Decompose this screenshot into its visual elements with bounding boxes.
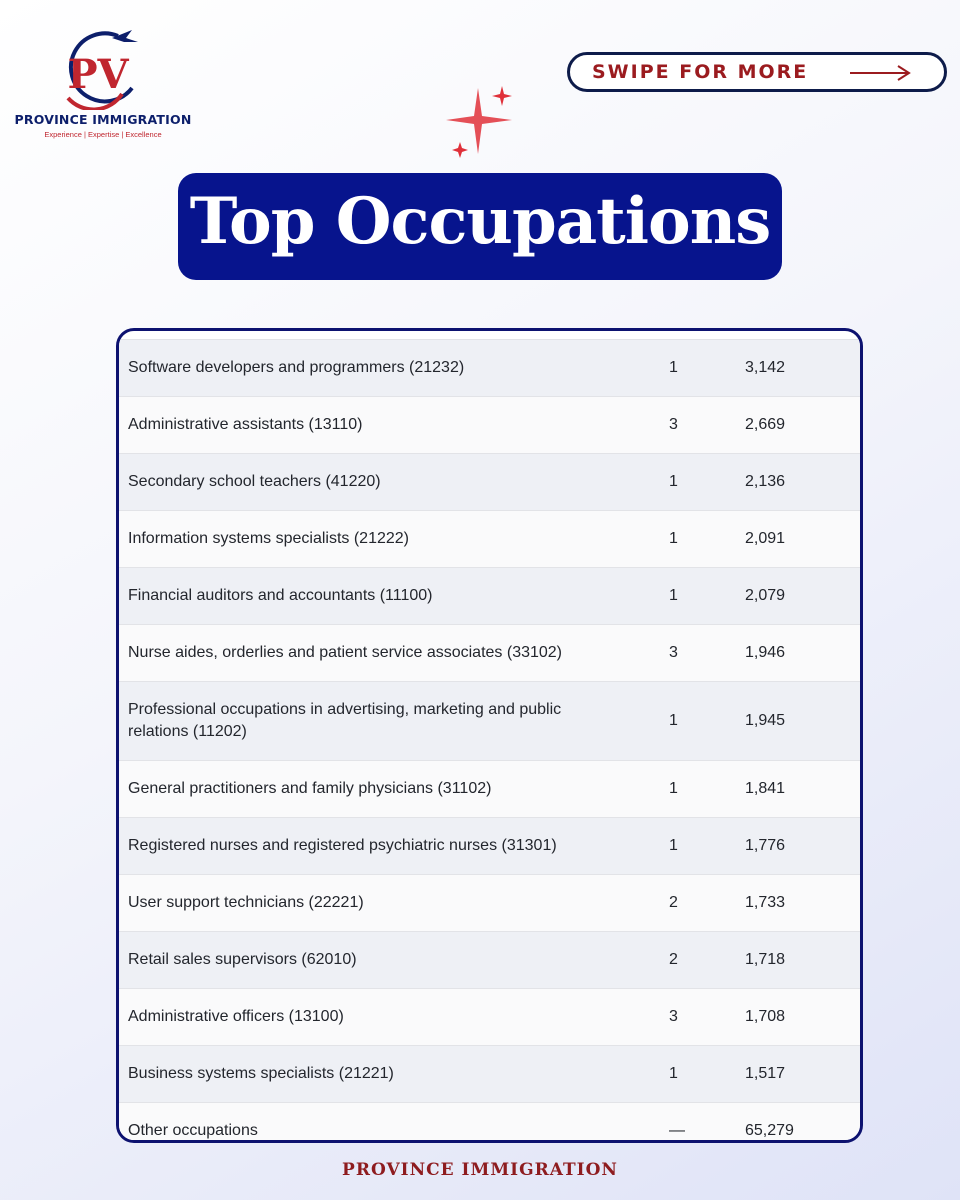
- table-row: [119, 931, 860, 988]
- occupation-cell: User support technicians (22221): [128, 894, 364, 911]
- rank-cell: 3: [669, 644, 678, 661]
- table-row: [119, 396, 860, 453]
- rank-cell: 1: [669, 837, 678, 854]
- brand-tagline: Experience | Expertise | Excellence: [44, 130, 162, 139]
- table-row: [119, 874, 860, 931]
- table-row: [119, 567, 860, 624]
- count-cell: 65,279: [745, 1122, 794, 1139]
- occupations-table: [116, 328, 863, 1143]
- occupation-cell: Information systems specialists (21222): [128, 530, 409, 547]
- count-cell: 1,517: [745, 1065, 786, 1082]
- rank-cell: 2: [669, 951, 678, 968]
- occupation-cell: Nurse aides, orderlies and patient service associates (33102): [128, 644, 563, 661]
- rank-cell: 1: [669, 530, 678, 547]
- count-cell: 2,079: [745, 587, 786, 604]
- rank-cell: 1: [669, 1065, 678, 1082]
- rank-cell: —: [669, 1122, 685, 1139]
- count-cell: 1,718: [745, 951, 786, 968]
- swipe-label: SWIPE FOR MORE: [592, 61, 809, 83]
- occupation-cell: Secondary school teachers (41220): [128, 473, 381, 490]
- count-cell: 2,669: [745, 416, 786, 433]
- occupation-cell: Other occupations: [128, 1122, 258, 1139]
- count-cell: 3,142: [745, 359, 786, 376]
- table-row: [119, 1045, 860, 1102]
- table-row: [119, 510, 860, 567]
- swipe-for-more-button[interactable]: [567, 52, 947, 92]
- rank-cell: 1: [669, 587, 678, 604]
- rank-cell: 1: [669, 712, 678, 729]
- occupation-cell: Retail sales supervisors (62010): [128, 951, 357, 968]
- table-row: [119, 453, 860, 510]
- count-cell: 1,733: [745, 894, 786, 911]
- count-cell: 1,946: [745, 644, 786, 661]
- count-cell: 1,776: [745, 837, 786, 854]
- table-row: [119, 760, 860, 817]
- occupation-cell: Professional occupations in advertising, marketing and public relations (11202): [128, 701, 562, 740]
- table-row: [119, 1102, 860, 1143]
- brand-name: PROVINCE IMMIGRATION: [14, 112, 192, 127]
- rank-cell: 1: [669, 359, 678, 376]
- occupation-cell: Registered nurses and registered psychiatric nurses (31301): [128, 837, 557, 854]
- arrow-right-icon: [850, 65, 912, 81]
- sparkle-icon: [440, 82, 520, 162]
- occupation-cell: Administrative assistants (13110): [128, 416, 363, 433]
- svg-text:PV: PV: [67, 51, 129, 98]
- count-cell: 1,708: [745, 1008, 786, 1025]
- occupation-cell: Software developers and programmers (21232): [128, 359, 465, 376]
- count-cell: 1,841: [745, 780, 786, 797]
- rank-cell: 3: [669, 416, 678, 433]
- occupation-cell: Financial auditors and accountants (11100): [128, 587, 433, 604]
- rank-cell: 1: [669, 780, 678, 797]
- occupation-cell: Business systems specialists (21221): [128, 1065, 394, 1082]
- table-row: [119, 681, 860, 760]
- province-immigration-logo-icon: [52, 28, 146, 110]
- table-row: [119, 339, 860, 396]
- rank-cell: 1: [669, 473, 678, 490]
- footer-brand: PROVINCE IMMIGRATION: [342, 1160, 618, 1180]
- occupation-cell: General practitioners and family physicians (31102): [128, 780, 492, 797]
- table-row: [119, 988, 860, 1045]
- page-title: Top Occupations: [189, 184, 771, 259]
- brand-logo: [14, 24, 192, 144]
- rank-cell: 3: [669, 1008, 678, 1025]
- count-cell: 1,945: [745, 712, 786, 729]
- title-banner: [178, 173, 782, 280]
- count-cell: 2,091: [745, 530, 786, 547]
- occupation-cell: Administrative officers (13100): [128, 1008, 344, 1025]
- table-row: [119, 624, 860, 681]
- table-row: [119, 817, 860, 874]
- rank-cell: 2: [669, 894, 678, 911]
- count-cell: 2,136: [745, 473, 786, 490]
